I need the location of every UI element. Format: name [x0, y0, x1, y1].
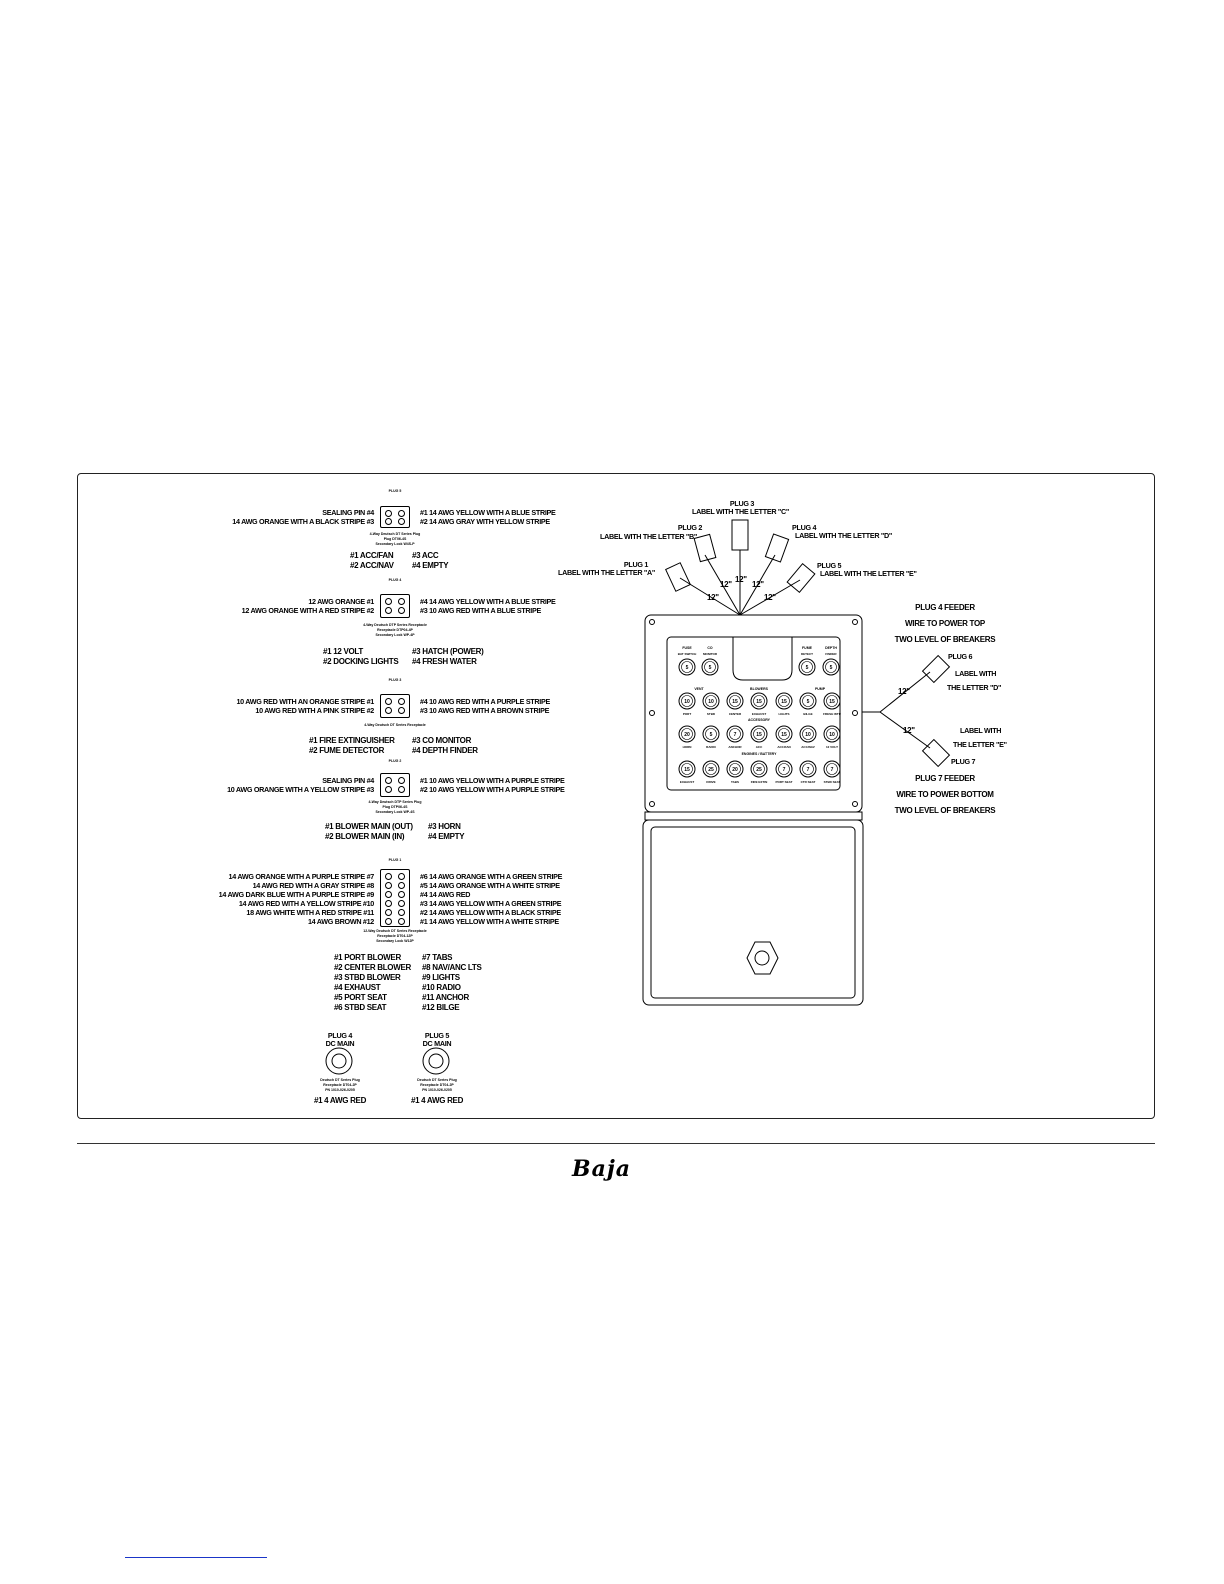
plug4-spec-0: 4-Way Deutsch DTP Series Receptacle [363, 623, 427, 627]
row2-label-2: CENTER [728, 712, 742, 716]
row4-label-0: EXHAUST [679, 780, 695, 784]
plug2-title: PLUG 2 [388, 759, 402, 763]
breaker-row2-6-value: 15 [829, 699, 835, 705]
row1-sub-2: DETECT [801, 652, 813, 656]
breaker-row3-3-value: 15 [756, 732, 762, 738]
dcmain2-wire: #1 4 AWG RED [410, 1096, 464, 1105]
plug5-spec-2: Secondary Lock W4S-P [375, 542, 415, 546]
plug3-right-0: #4 10 AWG RED WITH A PURPLE STRIPE [420, 697, 550, 706]
breaker-row4-4-value: 7 [782, 767, 786, 773]
row3-label-4: ACC/FAN [777, 745, 791, 749]
plug5-func-3: #4 EMPTY [412, 561, 449, 570]
plug1-func-l1: #2 CENTER BLOWER [334, 963, 411, 972]
plug2-left-1: 10 AWG ORANGE WITH A YELLOW STRIPE #3 [227, 785, 374, 794]
top-plug4-label: LABEL WITH THE LETTER "D" [795, 531, 893, 540]
row1-top-1: CO [707, 646, 713, 650]
row4-label-2: TABS [731, 780, 739, 784]
breaker-row1-3-value: 5 [829, 665, 833, 671]
breaker-row4-1-value: 25 [708, 767, 714, 773]
plug1-left-3: 14 AWG RED WITH A YELLOW STRIPE #10 [238, 899, 374, 908]
plug4-spec-1: Receptacle DTP04-4P [377, 628, 413, 632]
plug1-left-1: 14 AWG RED WITH A GRAY STRIPE #8 [252, 881, 374, 890]
row4-label-6: STBD SEAT [823, 780, 841, 784]
top-plug1-label: LABEL WITH THE LETTER "A" [558, 568, 656, 577]
plug4-left-1: 12 AWG ORANGE WITH A RED STRIPE #2 [241, 606, 374, 615]
feeder7-0: PLUG 7 FEEDER [915, 774, 975, 783]
breaker-row2-3-value: 15 [756, 699, 762, 705]
plug1-func-r4: #11 ANCHOR [422, 993, 469, 1002]
plug5-left-0: SEALING PIN #4 [322, 508, 374, 517]
breaker-row1-2-value: 5 [805, 665, 809, 671]
plug1-right-2: #4 14 AWG RED [420, 890, 471, 899]
plug1-func-l3: #4 EXHAUST [334, 983, 381, 992]
top-plug4-title: PLUG 4 [792, 523, 817, 532]
plug5-title: PLUG 5 [388, 489, 402, 493]
row2-label-0: PORT [682, 712, 692, 716]
breaker-row4-0-value: 15 [684, 767, 690, 773]
row1-top-0: FUSE [682, 646, 692, 650]
plug4-spec-2: Secondary Lock WP-4P [375, 633, 415, 637]
plug2-func-2: #2 BLOWER MAIN (IN) [325, 832, 405, 841]
plug6-label-0: LABEL WITH [955, 669, 997, 678]
breaker-row4-3-value: 25 [756, 767, 762, 773]
plug1-right-0: #6 14 AWG ORANGE WITH A GREEN STRIPE [420, 872, 563, 881]
feeder4-2: TWO LEVEL OF BREAKERS [894, 635, 996, 644]
breaker-row2-2-value: 15 [732, 699, 738, 705]
plug3-func-1: #3 CO MONITOR [412, 736, 472, 745]
breaker-row1-1-value: 5 [708, 665, 712, 671]
plug5-func-2: #2 ACC/NAV [350, 561, 394, 570]
top-plug5-title: PLUG 5 [817, 561, 842, 570]
row3-label-6: 12 VOLT [826, 745, 838, 749]
plug5-right-0: #1 14 AWG YELLOW WITH A BLUE STRIPE [420, 508, 556, 517]
row4-group: ENGINES / BATTERY [741, 752, 777, 756]
length-1: 12" [707, 593, 719, 602]
plug4-left-0: 12 AWG ORANGE #1 [308, 597, 374, 606]
plug1-func-l0: #1 PORT BLOWER [334, 953, 401, 962]
plug4-func-0: #1 12 VOLT [323, 647, 363, 656]
dcmain1-wire: #1 4 AWG RED [313, 1096, 367, 1105]
plug5-spec-1: Plug DT06-4S [383, 537, 407, 541]
dcmain1-title: PLUG 4 [327, 1031, 353, 1040]
row3-label-0: HORN [682, 745, 692, 749]
plug1-left-5: 14 AWG BROWN #12 [307, 917, 374, 926]
row2-label-4: LIGHTS [778, 712, 790, 716]
dcmain2-spec-0: Deutsch DT Series Plug [417, 1078, 457, 1082]
plug5-spec-0: 4-Way Deutsch DT Series Plug [369, 532, 421, 536]
plug6-label-1: THE LETTER "D" [947, 683, 1002, 692]
dcmain1-spec-0: Deutsch DT Series Plug [320, 1078, 360, 1082]
plug5-func-0: #1 ACC/FAN [350, 551, 394, 560]
top-plug2-title: PLUG 2 [677, 523, 703, 532]
row2-group-0: VENT [694, 687, 704, 691]
breaker-row1-0-value: 5 [685, 665, 689, 671]
dcmain1-spec-2: PN 1010-026-0205 [325, 1088, 355, 1092]
feeder7-1: WIRE TO POWER BOTTOM [896, 790, 994, 799]
row3-label-2: ANCHOR [728, 745, 742, 749]
plug7-title: PLUG 7 [951, 757, 976, 766]
row2-label-1: STBD [706, 712, 716, 716]
row3-label-3: ACC [755, 745, 763, 749]
plug1-func-r3: #10 RADIO [422, 983, 461, 992]
top-plug3-title: PLUG 3 [729, 499, 755, 508]
length-5: 12" [764, 593, 776, 602]
breaker-row3-0-value: 20 [684, 732, 690, 738]
top-plug3-label: LABEL WITH THE LETTER "C" [692, 507, 790, 516]
row4-label-1: DRIVE [706, 780, 716, 784]
plug6-length: 12" [898, 687, 910, 696]
plug1-right-5: #1 14 AWG YELLOW WITH A WHITE STRIPE [420, 917, 559, 926]
breaker-row4-2-value: 20 [732, 767, 738, 773]
plug2-func-3: #4 EMPTY [428, 832, 465, 841]
baja-logo: Baja [572, 1156, 632, 1182]
plug3-func-2: #2 FUME DETECTOR [309, 746, 385, 755]
plug7-label-1: THE LETTER "E" [953, 740, 1007, 749]
row2-group-1: BLOWERS [750, 687, 768, 691]
plug1-spec-0: 12-Way Deutsch DT Series Receptacle [363, 929, 427, 933]
plug1-spec-2: Secondary Lock W12P [376, 939, 414, 943]
plug4-func-3: #4 FRESH WATER [412, 657, 477, 666]
dcmain1-subtitle: DC MAIN [325, 1039, 355, 1048]
plug1-left-2: 14 AWG DARK BLUE WITH A PURPLE STRIPE #9 [218, 890, 374, 899]
plug4-func-1: #3 HATCH (POWER) [412, 647, 484, 656]
row1-sub-3: FINDER [825, 652, 837, 656]
breaker-row2-5-value: 5 [806, 699, 810, 705]
row2-label-3: EXHAUST [751, 712, 767, 716]
plug1-right-1: #5 14 AWG ORANGE WITH A WHITE STRIPE [420, 881, 560, 890]
plug5-left-1: 14 AWG ORANGE WITH A BLACK STRIPE #3 [232, 517, 374, 526]
plug1-left-4: 18 AWG WHITE WITH A RED STRIPE #11 [246, 908, 374, 917]
plug1-func-r2: #9 LIGHTS [422, 973, 460, 982]
plug4-func-2: #2 DOCKING LIGHTS [323, 657, 399, 666]
plug4-right-0: #4 14 AWG YELLOW WITH A BLUE STRIPE [420, 597, 556, 606]
plug4-right-1: #3 10 AWG RED WITH A BLUE STRIPE [420, 606, 541, 615]
breaker-row3-5-value: 10 [805, 732, 811, 738]
plug1-left-0: 14 AWG ORANGE WITH A PURPLE STRIPE #7 [228, 872, 374, 881]
plug3-spec-0: 4-Way Deutsch DT Series Receptacle [364, 723, 426, 727]
breaker-row3-1-value: 5 [709, 732, 713, 738]
plug3-func-0: #1 FIRE EXTINGUISHER [309, 736, 395, 745]
dcmain2-title: PLUG 5 [424, 1031, 450, 1040]
row3-group: ACCESSORY [747, 718, 771, 722]
dcmain2-subtitle: DC MAIN [422, 1039, 452, 1048]
row2-group-2: PUMP [814, 687, 826, 691]
length-2: 12" [720, 580, 732, 589]
dcmain1-spec-1: Receptacle DT04-2P [323, 1083, 357, 1087]
row1-sub-1: MONITOR [702, 652, 718, 656]
row1-sub-0: BAT SWITCH [677, 652, 697, 656]
footer-divider [77, 1143, 1155, 1144]
feeder4-0: PLUG 4 FEEDER [915, 603, 975, 612]
breaker-row3-2-value: 7 [733, 732, 737, 738]
top-plug5-label: LABEL WITH THE LETTER "E" [820, 569, 917, 578]
row2-label-5: BILGE [803, 712, 813, 716]
plug6-title: PLUG 6 [948, 652, 973, 661]
plug1-func-r5: #12 BILGE [422, 1003, 460, 1012]
breaker-row3-4-value: 15 [781, 732, 787, 738]
plug1-func-r0: #7 TABS [422, 953, 453, 962]
dcmain2-spec-1: Receptacle DT04-2P [420, 1083, 454, 1087]
plug2-spec-0: 4-Way Deutsch DTP Series Plug [368, 800, 422, 804]
length-3: 12" [735, 575, 747, 584]
breaker-row4-6-value: 7 [830, 767, 834, 773]
feeder7-2: TWO LEVEL OF BREAKERS [894, 806, 996, 815]
row4-label-5: CTR SEAT [800, 780, 816, 784]
plug1-func-r1: #8 NAV/ANC LTS [422, 963, 482, 972]
row1-top-2: FUME [802, 646, 812, 650]
plug7-length: 12" [903, 726, 915, 735]
row1-top-3: DEPTH [825, 646, 837, 650]
row4-label-3: FIRE EXTIN [750, 780, 768, 784]
plug3-left-0: 10 AWG RED WITH AN ORANGE STRIPE #1 [236, 697, 374, 706]
plug1-spec-1: Receptacle DT04-12P [377, 934, 413, 938]
plug3-title: PLUG 3 [388, 678, 402, 682]
plug2-left-0: SEALING PIN #4 [322, 776, 374, 785]
plug1-right-4: #2 14 AWG YELLOW WITH A BLACK STRIPE [420, 908, 561, 917]
row2-label-6: FRESH WTR [823, 712, 841, 716]
plug2-right-0: #1 10 AWG YELLOW WITH A PURPLE STRIPE [420, 776, 565, 785]
breaker-row2-4-value: 15 [781, 699, 787, 705]
length-4: 12" [752, 580, 764, 589]
plug4-title: PLUG 4 [388, 578, 402, 582]
top-plug2-label: LABEL WITH THE LETTER "B" [600, 532, 698, 541]
row3-label-5: ACC/NAV [801, 745, 815, 749]
top-plug1-title: PLUG 1 [623, 560, 649, 569]
footer-link-line[interactable] [125, 1557, 267, 1558]
feeder4-1: WIRE TO POWER TOP [905, 619, 985, 628]
plug3-right-1: #3 10 AWG RED WITH A BROWN STRIPE [420, 706, 550, 715]
plug2-func-1: #3 HORN [428, 822, 461, 831]
plug1-right-3: #3 14 AWG YELLOW WITH A GREEN STRIPE [420, 899, 562, 908]
plug2-right-1: #2 10 AWG YELLOW WITH A PURPLE STRIPE [420, 785, 565, 794]
row4-label-4: PORT SEAT [775, 780, 793, 784]
breaker-row4-5-value: 7 [806, 767, 810, 773]
plug1-func-l5: #6 STBD SEAT [334, 1003, 387, 1012]
breaker-row2-0-value: 10 [684, 699, 690, 705]
breaker-row3-6-value: 10 [829, 732, 835, 738]
plug2-spec-2: Secondary Lock WP-4S [375, 810, 415, 814]
row3-label-1: RADIO [706, 745, 716, 749]
plug5-right-1: #2 14 AWG GRAY WITH YELLOW STRIPE [420, 517, 550, 526]
plug1-func-l2: #3 STBD BLOWER [334, 973, 401, 982]
plug1-title: PLUG 1 [388, 858, 402, 862]
breaker-row2-1-value: 10 [708, 699, 714, 705]
plug2-spec-1: Plug DTP06-4S [382, 805, 408, 809]
plug1-func-l4: #5 PORT SEAT [334, 993, 387, 1002]
plug5-func-1: #3 ACC [412, 551, 439, 560]
plug3-func-3: #4 DEPTH FINDER [412, 746, 478, 755]
plug3-left-1: 10 AWG RED WITH A PINK STRIPE #2 [255, 706, 374, 715]
plug7-label-0: LABEL WITH [960, 726, 1002, 735]
plug2-func-0: #1 BLOWER MAIN (OUT) [325, 822, 413, 831]
dcmain2-spec-2: PN 1010-026-0205 [422, 1088, 452, 1092]
